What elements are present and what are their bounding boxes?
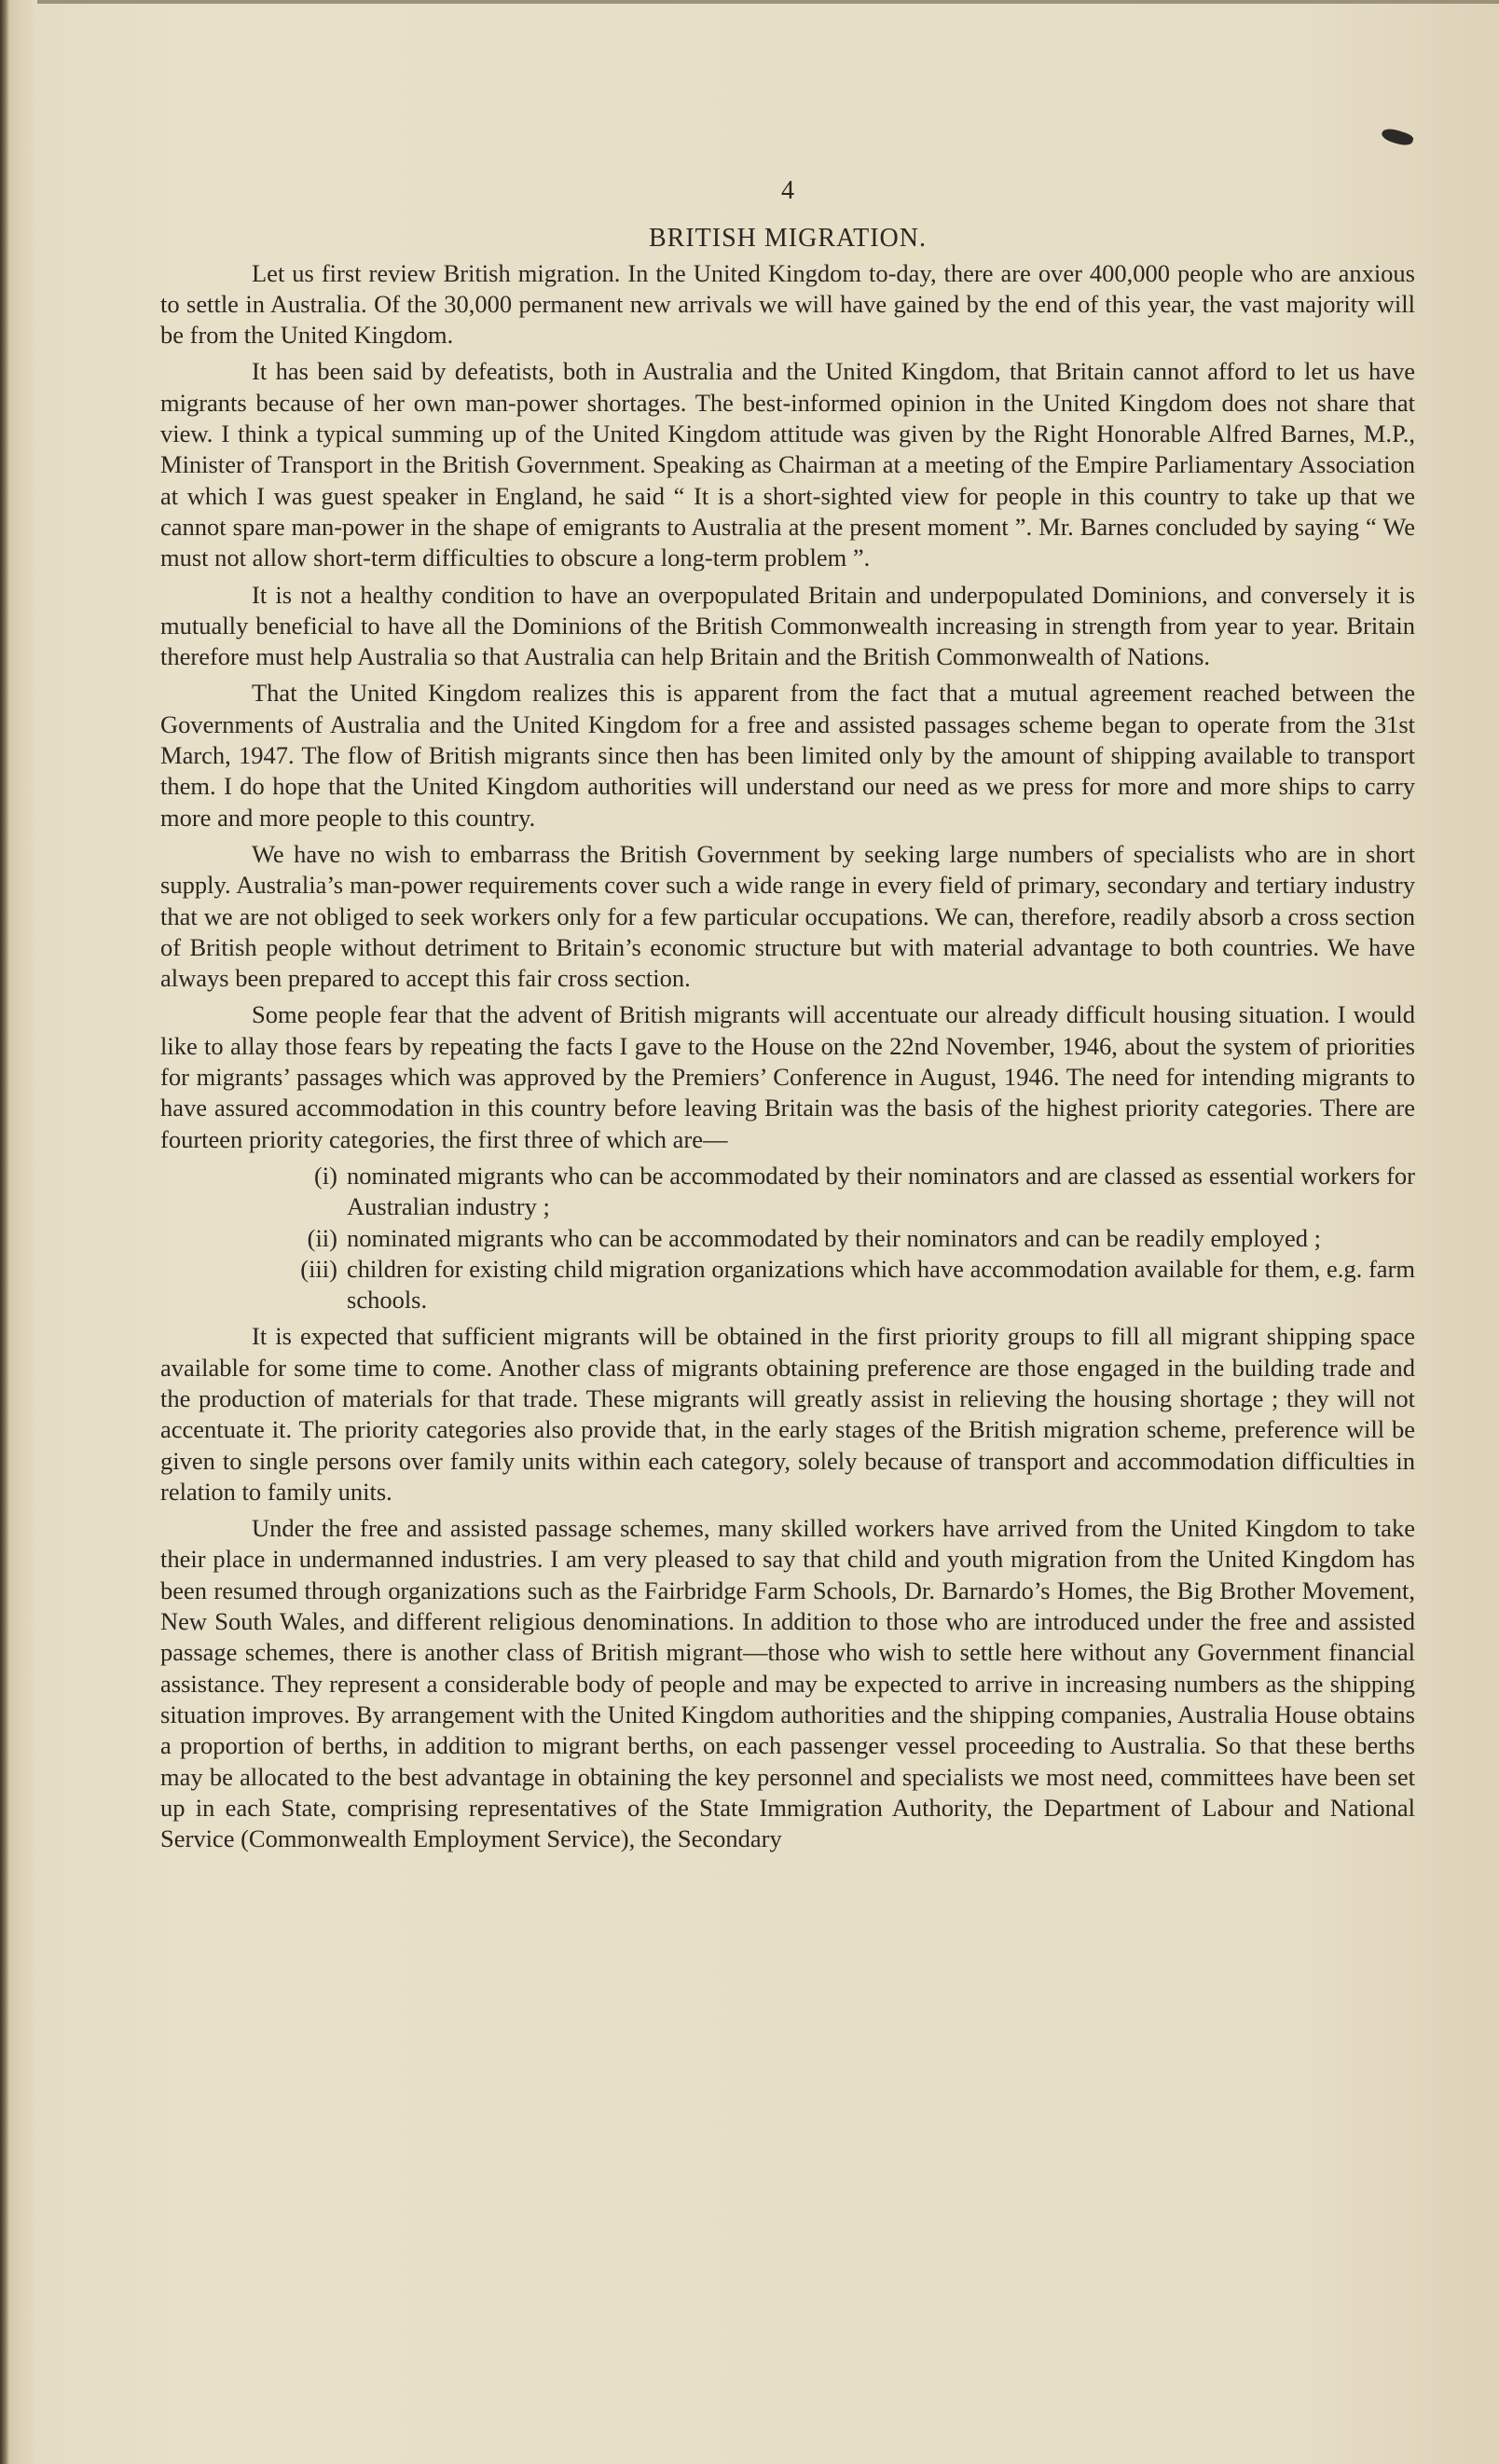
paragraph-4: That the United Kingdom realizes this is apparent from the fact that a mutual agreement reached between the Governments of Australia and the United Kingdom for a free and assisted passages scheme began to operate from the 31st March, 1947. The flow of British migrants since then has been limited only by the amount of shipping available to transport them. I do hope that the United Kingdom authorities will understand our need as we press for more and more ships to carry more and more people to this country. <box>160 679 1415 832</box>
list-item-text: children for existing child migration organizations which have accommodation available for them, e.g. farm schools. <box>347 1254 1415 1315</box>
ink-mark <box>1381 126 1415 148</box>
paragraph-7: It is expected that sufficient migrants will be obtained in the first priority groups to fill all migrant shipping space available for some time to come. Another class of migrants obtaining preference are those engaged in the building trade and the production of materials for that trade. These migrants will greatly assist in relieving the housing shortage ; they will not accentuate it. The priority categories also provide that, in the early stages of the British migration scheme, preference will be given to single persons over family units within each category, solely because of transport and accommodation difficulties in relation to family units. <box>160 1322 1415 1506</box>
list-marker: (ii) <box>307 1223 337 1252</box>
paragraph-5: We have no wish to embarrass the British Government by seeking large numbers of specialists who are in short supply. Australia’s man-power requirements cover such a wide range in every field of primary, secondary and tertiary industry that we are not obliged to seek workers only for a few particular occupations. We can, therefore, readily absorb a cross section of British people without detriment to Britain’s economic structure but with material advantage to both countries. We have always been prepared to accept this fair cross section. <box>160 839 1415 993</box>
list-item <box>160 1223 1415 1254</box>
list-marker: (i) <box>313 1161 337 1190</box>
page-content <box>160 175 1415 1860</box>
list-item <box>160 1254 1415 1316</box>
paragraph-8: Under the free and assisted passage schemes, many skilled workers have arrived from the United Kingdom to take their place in undermanned industries. I am very pleased to say that child and youth migration from the United Kingdom has been resumed through organizations such as the Fairbridge Farm Schools, Dr. Barnardo’s Homes, the Big Brother Movement, New South Wales, and different religious denominations. In addition to those who are introduced under the free and assisted passage schemes, there is another class of British migrant—those who wish to settle here without any Government financial assistance. They represent a considerable body of people and may be expected to arrive in increasing numbers as the shipping situation improves. By arrangement with the United Kingdom authorities and the shipping companies, Australia House obtains a proportion of berths, in addition to migrant berths, on each passenger vessel proceeding to Australia. So that these berths may be allocated to the best advantage in obtaining the key personnel and specialists we most need, committees have been set up in each State, comprising representatives of the State Immigration Authority, the Department of Labour and National Service (Commonwealth Employment Service), the Secondary <box>160 1514 1415 1853</box>
paragraph-3: It is not a healthy condition to have an overpopulated Britain and underpopulated Dominions, and conversely it is mutually beneficial to have all the Dominions of the British Commonwealth increasing in strength from year to year. Britain therefore must help Australia so that Australia can help Britain and the British Commonwealth of Nations. <box>160 580 1415 671</box>
page-number: 4 <box>781 176 794 205</box>
list-item <box>160 1161 1415 1223</box>
list-item-text: nominated migrants who can be accommodated by their nominators and can be readily employed ; <box>347 1223 1321 1252</box>
list-item-text: nominated migrants who can be accommodated by their nominators and are classed as essential workers for Australian industry ; <box>347 1161 1415 1221</box>
paragraph-2: It has been said by defeatists, both in Australia and the United Kingdom, that Britain cannot afford to let us have migrants because of her own man-power shortages. The best-informed opinion in the United Kingdom does not share that view. I think a typical summing up of the United Kingdom attitude was given by the Right Honorable Alfred Barnes, M.P., Minister of Transport in the British Government. Speaking as Chairman at a meeting of the Empire Parliamentary Association at which I was guest speaker in England, he said “ It is a short-sighted view for people in this country to take up that we cannot spare man-power in the shape of emigrants to Australia at the present moment ”. Mr. Barnes concluded by saying “ We must not allow short-term difficulties to obscure a long-term problem ”. <box>160 357 1415 572</box>
paragraph-1: Let us first review British migration. In the United Kingdom to-day, there are over 400,000 people who are anxious to settle in Australia. Of the 30,000 permanent new arrivals we will have gained by the end of this year, the vast majority will be from the United Kingdom. <box>160 258 1415 350</box>
priority-categories-list <box>160 1161 1415 1315</box>
top-edge-rule <box>37 0 1499 4</box>
list-marker: (iii) <box>300 1254 337 1283</box>
binding-edge-shadow <box>0 0 9 2464</box>
paragraph-6: Some people fear that the advent of British migrants will accentuate our already difficult housing situation. I would like to allay those fears by repeating the facts I gave to the House on the 22nd November, 1946, about the system of priorities for migrants’ passages which was approved by the Premiers’ Conference in August, 1946. The need for intending migrants to have assured accommodation in this country before leaving Britain was the basis of the highest priority categories. There are fourteen priority categories, the first three of which are— <box>160 1000 1415 1153</box>
section-heading: BRITISH MIGRATION. <box>649 224 927 254</box>
